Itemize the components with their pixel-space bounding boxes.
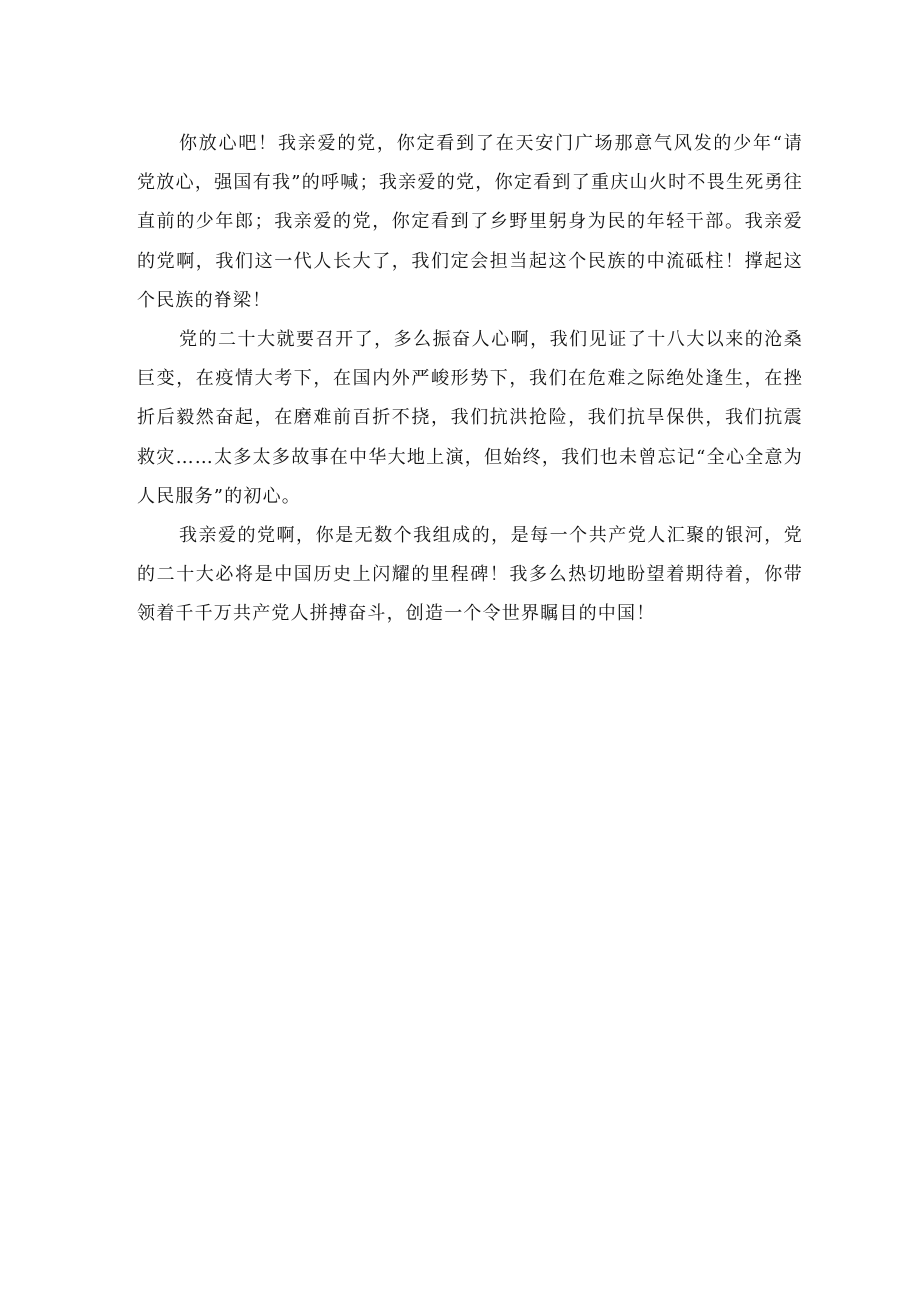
- paragraph-2: 党的二十大就要召开了，多么振奋人心啊，我们见证了十八大以来的沧桑巨变，在疫情大考下，在国内外严峻形势下，我们在危难之际绝处逢生，在挫折后毅然奋起，在磨难前百折不挠，我们抗洪抢险，我们抗旱保供，我们抗震救灾……太多太多故事在中华大地上演，但始终，我们也未曾忘记“全心全意为人民服务”的初心。: [137, 329, 803, 507]
- paragraph-3: 我亲爱的党啊，你是无数个我组成的，是每一个共产党人汇聚的银河，党的二十大必将是中国历史上闪耀的里程碑！我多么热切地盼望着期待着，你带领着千千万共产党人拼搏奋斗，创造一个令世界瞩目的中国！: [137, 525, 803, 625]
- document-body: [137, 124, 803, 634]
- paragraph-1: 你放心吧！我亲爱的党，你定看到了在天安门广场那意气风发的少年“请党放心，强国有我”的呼喊；我亲爱的党，你定看到了重庆山火时不畏生死勇往直前的少年郎；我亲爱的党，你定看到了乡野里躬身为民的年轻干部。我亲爱的党啊，我们这一代人长大了，我们定会担当起这个民族的中流砥柱！撑起这个民族的脊梁！: [137, 133, 803, 311]
